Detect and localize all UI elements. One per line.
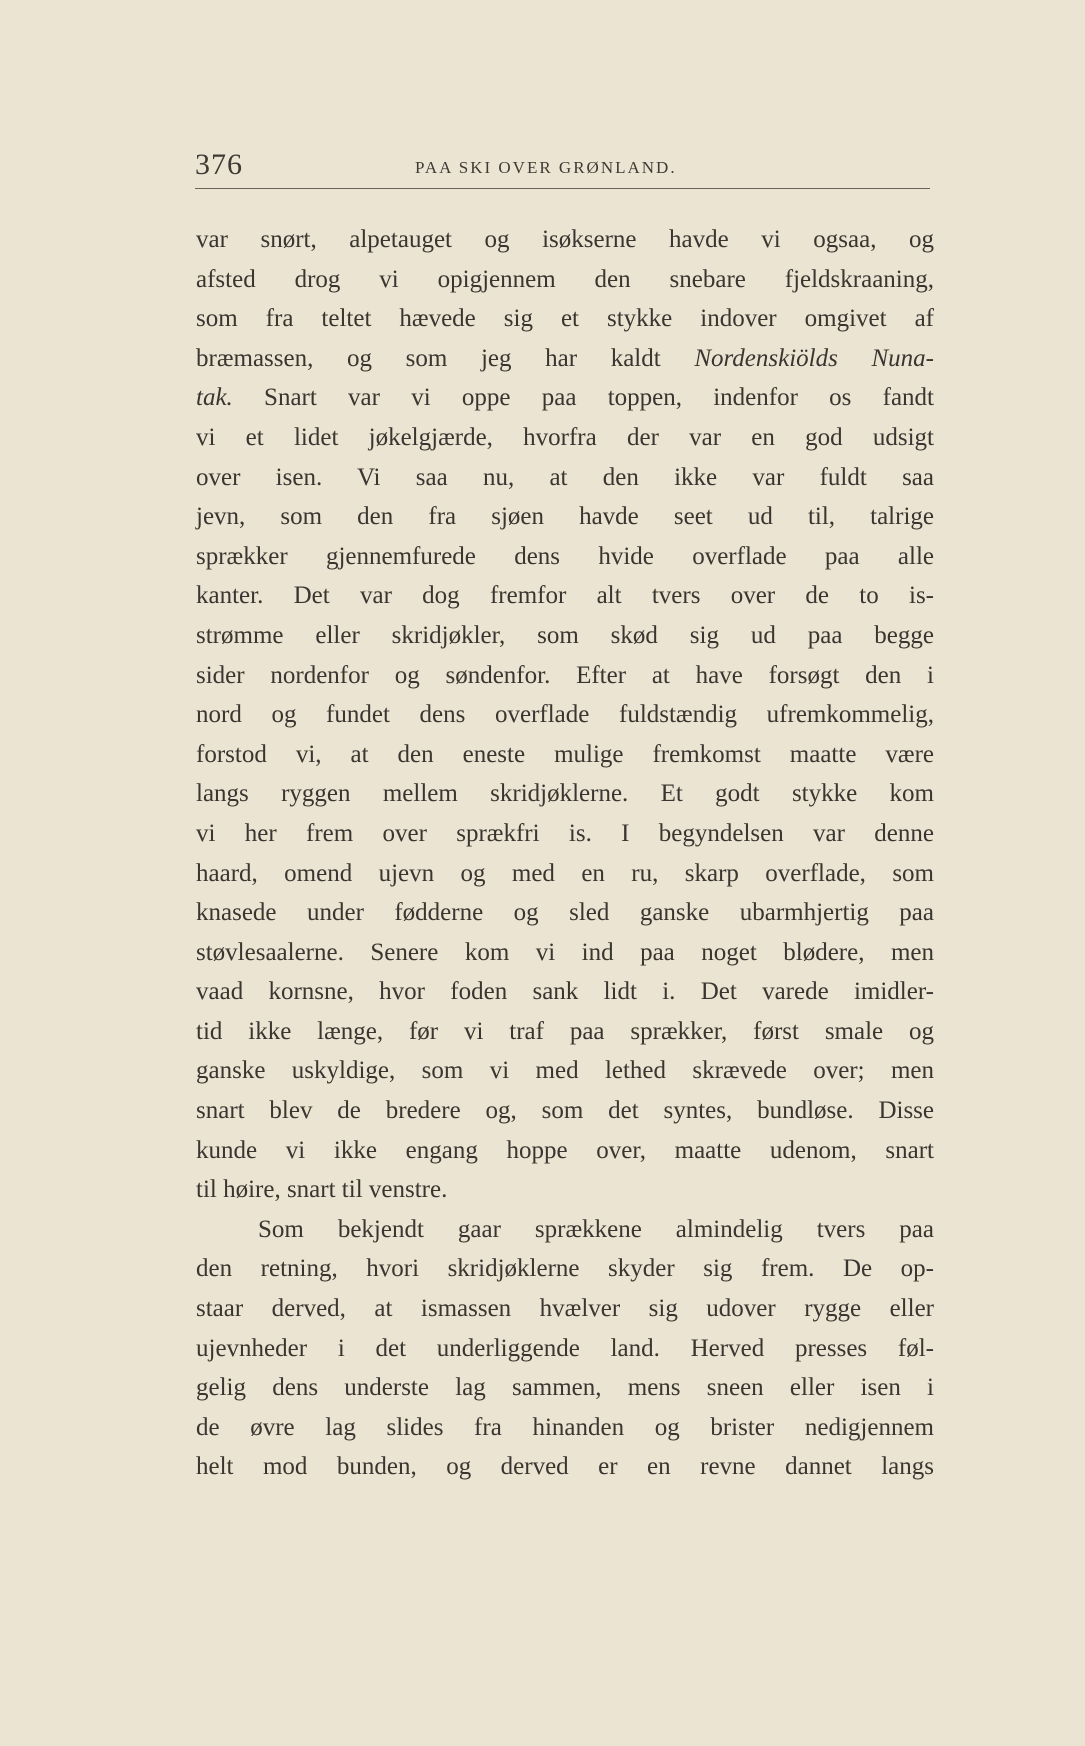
text-line: den retning, hvori skridjøklerne skyder sig frem. De op-	[196, 1255, 934, 1283]
text-line: vaad kornsne, hvor foden sank lidt i. Det varede imidler-	[196, 978, 934, 1006]
text-line: jevn, som den fra sjøen havde seet ud til, talrige	[196, 503, 934, 531]
text-line: tid ikke længe, før vi traf paa sprækker, først smale og	[196, 1017, 934, 1045]
text-line: som fra teltet hævede sig et stykke indover omgivet af	[196, 305, 934, 333]
text-line: ujevnheder i det underliggende land. Herved presses føl-	[196, 1334, 934, 1362]
text-line: sprækker gjennemfurede dens hvide overflade paa alle	[196, 542, 934, 570]
text-line: de øvre lag slides fra hinanden og brister nedigjennem	[196, 1413, 934, 1441]
text-line: langs ryggen mellem skridjøklerne. Et godt stykke kom	[196, 780, 934, 808]
text-line: knasede under fødderne og sled ganske ubarmhjertig paa	[196, 899, 934, 927]
body-text	[196, 220, 934, 1487]
text-line: kanter. Det var dog fremfor alt tvers over de to is-	[196, 582, 934, 610]
text-line: støvlesaalerne. Senere kom vi ind paa noget blødere, men	[196, 938, 934, 966]
text-line: var snørt, alpetauget og isøkserne havde vi ogsaa, og	[196, 226, 934, 253]
page-number: 376	[195, 148, 243, 181]
italic-place-name-end: tak.	[196, 384, 233, 412]
text-line: Som bekjendt gaar sprækkene almindelig tvers paa	[258, 1215, 934, 1243]
text-line	[196, 378, 934, 418]
text-line: vi her frem over sprækfri is. I begyndelsen var denne	[196, 819, 934, 847]
text-line: staar derved, at ismassen hvælver sig udover rygge eller	[196, 1295, 934, 1323]
text-line: kunde vi ikke engang hoppe over, maatte udenom, snart	[196, 1136, 934, 1164]
text-line: haard, omend ujevn og med en ru, skarp overflade, som	[196, 859, 934, 887]
italic-place-name: Nordenskiölds Nuna-	[694, 344, 934, 372]
page-header	[195, 148, 930, 188]
running-title: PAA SKI OVER GRØNLAND.	[415, 158, 677, 177]
text-line: ganske uskyldige, som vi med lethed skrævede over; men	[196, 1057, 934, 1085]
text-line: sider nordenfor og søndenfor. Efter at have forsøgt den i	[196, 661, 934, 689]
text-fragment: Snart var vi oppe paa toppen, indenfor os fandt	[264, 384, 934, 412]
text-line: nord og fundet dens overflade fuldstændig ufremkommelig,	[196, 701, 934, 729]
paragraph-2	[196, 1210, 934, 1487]
text-line: forstod vi, at den eneste mulige fremkomst maatte være	[196, 740, 934, 768]
text-line: gelig dens underste lag sammen, mens sneen eller isen i	[196, 1374, 934, 1402]
text-fragment: bræmassen, og som jeg har kaldt	[196, 344, 661, 372]
text-line: strømme eller skridjøkler, som skød sig ud paa begge	[196, 621, 934, 649]
text-line: snart blev de bredere og, som det syntes, bundløse. Disse	[196, 1097, 934, 1125]
text-line: helt mod bunden, og derved er en revne dannet langs	[196, 1453, 934, 1481]
paragraph-1	[196, 220, 934, 1210]
text-line	[196, 339, 934, 379]
header-rule	[195, 188, 930, 189]
text-line: afsted drog vi opigjennem den snebare fjeldskraaning,	[196, 265, 934, 293]
text-line: over isen. Vi saa nu, at den ikke var fuldt saa	[196, 463, 934, 491]
text-line: til høire, snart til venstre.	[196, 1176, 448, 1204]
text-line: vi et lidet jøkelgjærde, hvorfra der var en god udsigt	[196, 423, 934, 451]
